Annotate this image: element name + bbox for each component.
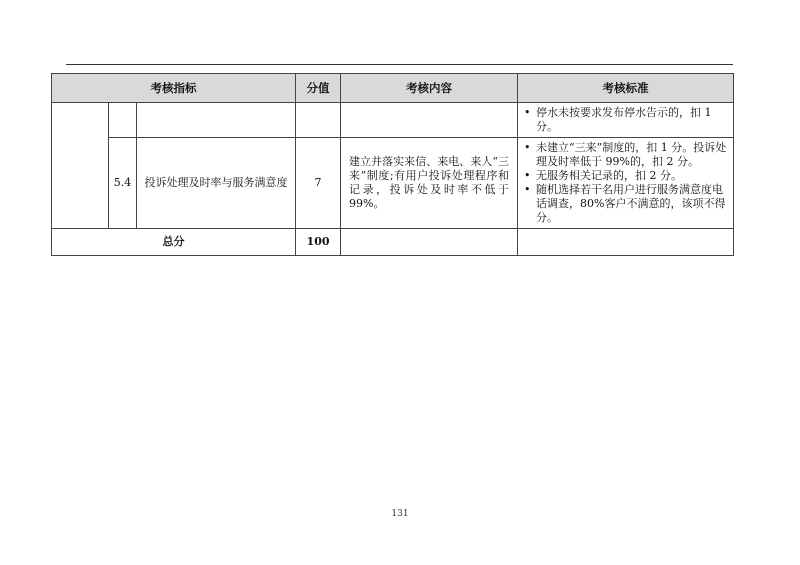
standards-list — [518, 103, 733, 137]
row-score — [296, 103, 341, 138]
total-standard-cell — [518, 229, 734, 256]
row-number — [109, 103, 137, 138]
row-score: 7 — [296, 138, 341, 229]
standard-item: • 未建立“三来”制度的，扣 1 分。投诉处理及时率低于 99%的，扣 2 分。 — [524, 141, 727, 169]
header-score: 分值 — [296, 74, 341, 103]
row-content: 建立并落实来信、来电、来人“三来”制度;有用户投诉处理程序和记录，投诉处及时率不低于 99%。 — [341, 138, 518, 229]
total-content-cell — [341, 229, 518, 256]
total-row — [52, 229, 734, 256]
table-row — [52, 138, 734, 229]
row-number: 5.4 — [109, 138, 137, 229]
header-standard: 考核标准 — [518, 74, 734, 103]
row-indicator — [137, 103, 296, 138]
table-header-row — [52, 74, 734, 103]
header-indicator: 考核指标 — [52, 74, 296, 103]
standard-item: • 停水未按要求发布停水告示的，扣 1 分。 — [524, 106, 727, 134]
row-standards — [518, 138, 734, 229]
assessment-table — [51, 73, 734, 256]
page-number: 131 — [391, 509, 409, 519]
row-standards — [518, 103, 734, 138]
category-cell — [52, 103, 109, 229]
header-rule — [66, 64, 733, 65]
total-score: 100 — [296, 229, 341, 256]
standard-item: • 无服务相关记录的，扣 2 分。 — [524, 169, 727, 183]
header-content: 考核内容 — [341, 74, 518, 103]
row-indicator: 投诉处理及时率与服务满意度 — [137, 138, 296, 229]
standard-item: • 随机选择若干名用户进行服务满意度电话调查，80%客户不满意的，该项不得分。 — [524, 183, 727, 225]
standards-list — [518, 138, 733, 228]
table-row — [52, 103, 734, 138]
total-label: 总分 — [52, 229, 296, 256]
row-content — [341, 103, 518, 138]
